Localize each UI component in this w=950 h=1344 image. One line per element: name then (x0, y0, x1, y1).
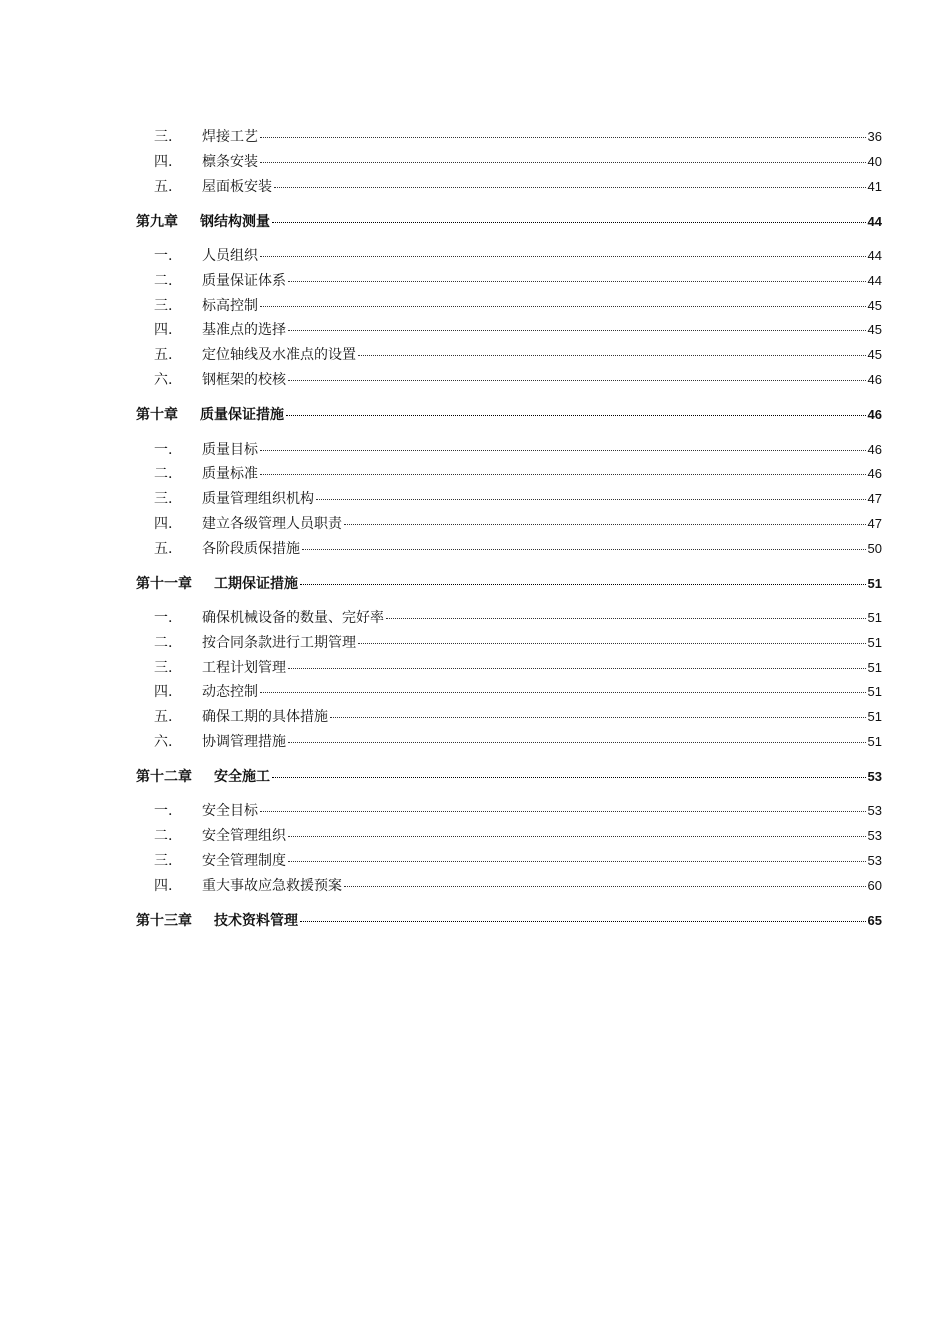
toc-entry-title: 安全目标 (202, 803, 258, 819)
toc-dot-leader (386, 617, 866, 619)
toc-entry-page-number: 60 (867, 878, 882, 893)
toc-entry-title: 质量目标 (202, 442, 258, 458)
toc-entry-title: 工程计划管理 (202, 660, 286, 676)
toc-section-entry[interactable] (136, 608, 882, 628)
toc-entry-page-number: 53 (867, 828, 882, 843)
toc-entry-title: 焊接工艺 (202, 129, 258, 145)
toc-chapter-entry[interactable] (136, 405, 882, 425)
toc-entry-page-number: 45 (867, 298, 882, 313)
toc-entry-number: 六. (154, 734, 173, 750)
toc-entry-title: 质量保证措施 (200, 407, 284, 423)
toc-entry-number: 四. (154, 878, 173, 894)
toc-dot-leader (272, 776, 866, 778)
toc-dot-leader (288, 741, 866, 743)
toc-entry-page-number: 47 (867, 516, 882, 531)
toc-section-entry[interactable] (136, 177, 882, 197)
toc-entry-page-number: 45 (867, 322, 882, 337)
toc-section-entry[interactable] (136, 682, 882, 702)
toc-section-entry[interactable] (136, 801, 882, 821)
toc-entry-number: 三. (154, 129, 173, 145)
toc-entry-page-number: 40 (867, 154, 882, 169)
toc-chapter-entry[interactable] (136, 767, 882, 787)
toc-section-entry[interactable] (136, 127, 882, 147)
toc-entry-title: 协调管理措施 (202, 734, 286, 750)
toc-section-entry[interactable] (136, 440, 882, 460)
toc-entry-title: 人员组织 (202, 248, 258, 264)
toc-dot-leader (358, 354, 866, 356)
toc-dot-leader (260, 473, 866, 475)
toc-dot-leader (358, 642, 866, 644)
toc-section-entry[interactable] (136, 246, 882, 266)
toc-entry-number: 第十章 (136, 407, 178, 423)
toc-entry-number: 三. (154, 298, 173, 314)
toc-entry-page-number: 46 (867, 466, 882, 481)
toc-dot-leader (260, 449, 866, 451)
toc-entry-number: 一. (154, 442, 173, 458)
toc-dot-leader (316, 498, 866, 500)
toc-chapter-entry[interactable] (136, 212, 882, 232)
toc-dot-leader (330, 716, 866, 718)
toc-entry-number: 二. (154, 273, 173, 289)
toc-entry-page-number: 51 (867, 610, 882, 625)
toc-entry-title: 钢框架的校核 (202, 372, 286, 388)
toc-entry-title: 檩条安装 (202, 154, 258, 170)
toc-section-entry[interactable] (136, 345, 882, 365)
toc-chapter-entry[interactable] (136, 911, 882, 931)
toc-section-entry[interactable] (136, 464, 882, 484)
toc-entry-number: 六. (154, 372, 173, 388)
toc-entry-page-number: 36 (867, 129, 882, 144)
toc-dot-leader (286, 414, 866, 416)
toc-entry-number: 第九章 (136, 214, 178, 230)
toc-dot-leader (274, 186, 866, 188)
toc-entry-number: 二. (154, 466, 173, 482)
toc-section-entry[interactable] (136, 152, 882, 172)
toc-entry-page-number: 46 (867, 442, 882, 457)
toc-entry-title: 确保工期的具体措施 (202, 709, 328, 725)
toc-dot-leader (288, 379, 866, 381)
toc-dot-leader (260, 691, 866, 693)
toc-entry-page-number: 46 (867, 407, 882, 422)
toc-entry-page-number: 44 (867, 273, 882, 288)
toc-chapter-entry[interactable] (136, 574, 882, 594)
toc-entry-number: 五. (154, 179, 173, 195)
toc-entry-title: 技术资料管理 (214, 913, 298, 929)
toc-dot-leader (260, 810, 866, 812)
toc-entry-number: 第十一章 (136, 576, 192, 592)
toc-entry-number: 一. (154, 248, 173, 264)
toc-dot-leader (260, 161, 866, 163)
toc-entry-page-number: 50 (867, 541, 882, 556)
toc-dot-leader (260, 305, 866, 307)
toc-entry-title: 工期保证措施 (214, 576, 298, 592)
toc-section-entry[interactable] (136, 732, 882, 752)
toc-entry-title: 屋面板安装 (202, 179, 272, 195)
toc-section-entry[interactable] (136, 296, 882, 316)
toc-entry-title: 安全施工 (214, 769, 270, 785)
toc-section-entry[interactable] (136, 539, 882, 559)
toc-entry-title: 动态控制 (202, 684, 258, 700)
toc-section-entry[interactable] (136, 489, 882, 509)
toc-entry-title: 重大事故应急救援预案 (202, 878, 342, 894)
toc-entry-number: 四. (154, 154, 173, 170)
toc-dot-leader (260, 136, 866, 138)
toc-entry-page-number: 44 (867, 214, 882, 229)
toc-entry-title: 确保机械设备的数量、完好率 (202, 610, 384, 626)
toc-dot-leader (288, 835, 866, 837)
toc-section-entry[interactable] (136, 826, 882, 846)
toc-dot-leader (300, 583, 866, 585)
toc-dot-leader (344, 885, 866, 887)
toc-dot-leader (344, 523, 866, 525)
toc-entry-title: 安全管理制度 (202, 853, 286, 869)
toc-section-entry[interactable] (136, 707, 882, 727)
toc-section-entry[interactable] (136, 633, 882, 653)
toc-dot-leader (260, 255, 866, 257)
toc-section-entry[interactable] (136, 370, 882, 390)
toc-dot-leader (288, 329, 866, 331)
toc-entry-page-number: 51 (867, 684, 882, 699)
toc-entry-page-number: 45 (867, 347, 882, 362)
toc-entry-number: 二. (154, 828, 173, 844)
toc-entry-title: 质量管理组织机构 (202, 491, 314, 507)
toc-dot-leader (302, 548, 866, 550)
toc-entry-number: 四. (154, 516, 173, 532)
toc-entry-page-number: 53 (867, 853, 882, 868)
toc-section-entry[interactable] (136, 320, 882, 340)
toc-entry-title: 各阶段质保措施 (202, 541, 300, 557)
toc-section-entry[interactable] (136, 876, 882, 896)
toc-dot-leader (288, 667, 866, 669)
toc-entry-page-number: 51 (867, 709, 882, 724)
toc-entry-number: 五. (154, 541, 173, 557)
toc-entry-page-number: 65 (867, 913, 882, 928)
toc-entry-title: 定位轴线及水准点的设置 (202, 347, 356, 363)
toc-section-entry[interactable] (136, 851, 882, 871)
toc-entry-title: 按合同条款进行工期管理 (202, 635, 356, 651)
toc-entry-title: 质量保证体系 (202, 273, 286, 289)
toc-entry-page-number: 44 (867, 248, 882, 263)
toc-entry-number: 第十二章 (136, 769, 192, 785)
toc-entry-page-number: 51 (867, 734, 882, 749)
toc-entry-title: 安全管理组织 (202, 828, 286, 844)
toc-section-entry[interactable] (136, 271, 882, 291)
toc-entry-title: 基准点的选择 (202, 322, 286, 338)
toc-dot-leader (300, 920, 866, 922)
toc-section-entry[interactable] (136, 514, 882, 534)
toc-dot-leader (272, 221, 866, 223)
toc-entry-number: 四. (154, 322, 173, 338)
toc-entry-number: 三. (154, 660, 173, 676)
toc-entry-page-number: 47 (867, 491, 882, 506)
toc-entry-title: 建立各级管理人员职责 (202, 516, 342, 532)
toc-entry-number: 一. (154, 610, 173, 626)
toc-dot-leader (288, 860, 866, 862)
toc-entry-title: 标高控制 (202, 298, 258, 314)
toc-section-entry[interactable] (136, 658, 882, 678)
toc-entry-number: 五. (154, 347, 173, 363)
toc-entry-number: 二. (154, 635, 173, 651)
toc-entry-page-number: 51 (867, 660, 882, 675)
toc-entry-page-number: 53 (867, 803, 882, 818)
toc-dot-leader (288, 280, 866, 282)
toc-entry-page-number: 51 (867, 635, 882, 650)
toc-entry-page-number: 46 (867, 372, 882, 387)
toc-entry-number: 四. (154, 684, 173, 700)
toc-entry-page-number: 51 (867, 576, 882, 591)
toc-entry-number: 第十三章 (136, 913, 192, 929)
toc-entry-page-number: 53 (867, 769, 882, 784)
toc-entry-number: 五. (154, 709, 173, 725)
toc-entry-number: 三. (154, 853, 173, 869)
toc-entry-title: 质量标准 (202, 466, 258, 482)
toc-entry-number: 三. (154, 491, 173, 507)
toc-entry-page-number: 41 (867, 179, 882, 194)
toc-entry-number: 一. (154, 803, 173, 819)
toc-entry-title: 钢结构测量 (200, 214, 270, 230)
